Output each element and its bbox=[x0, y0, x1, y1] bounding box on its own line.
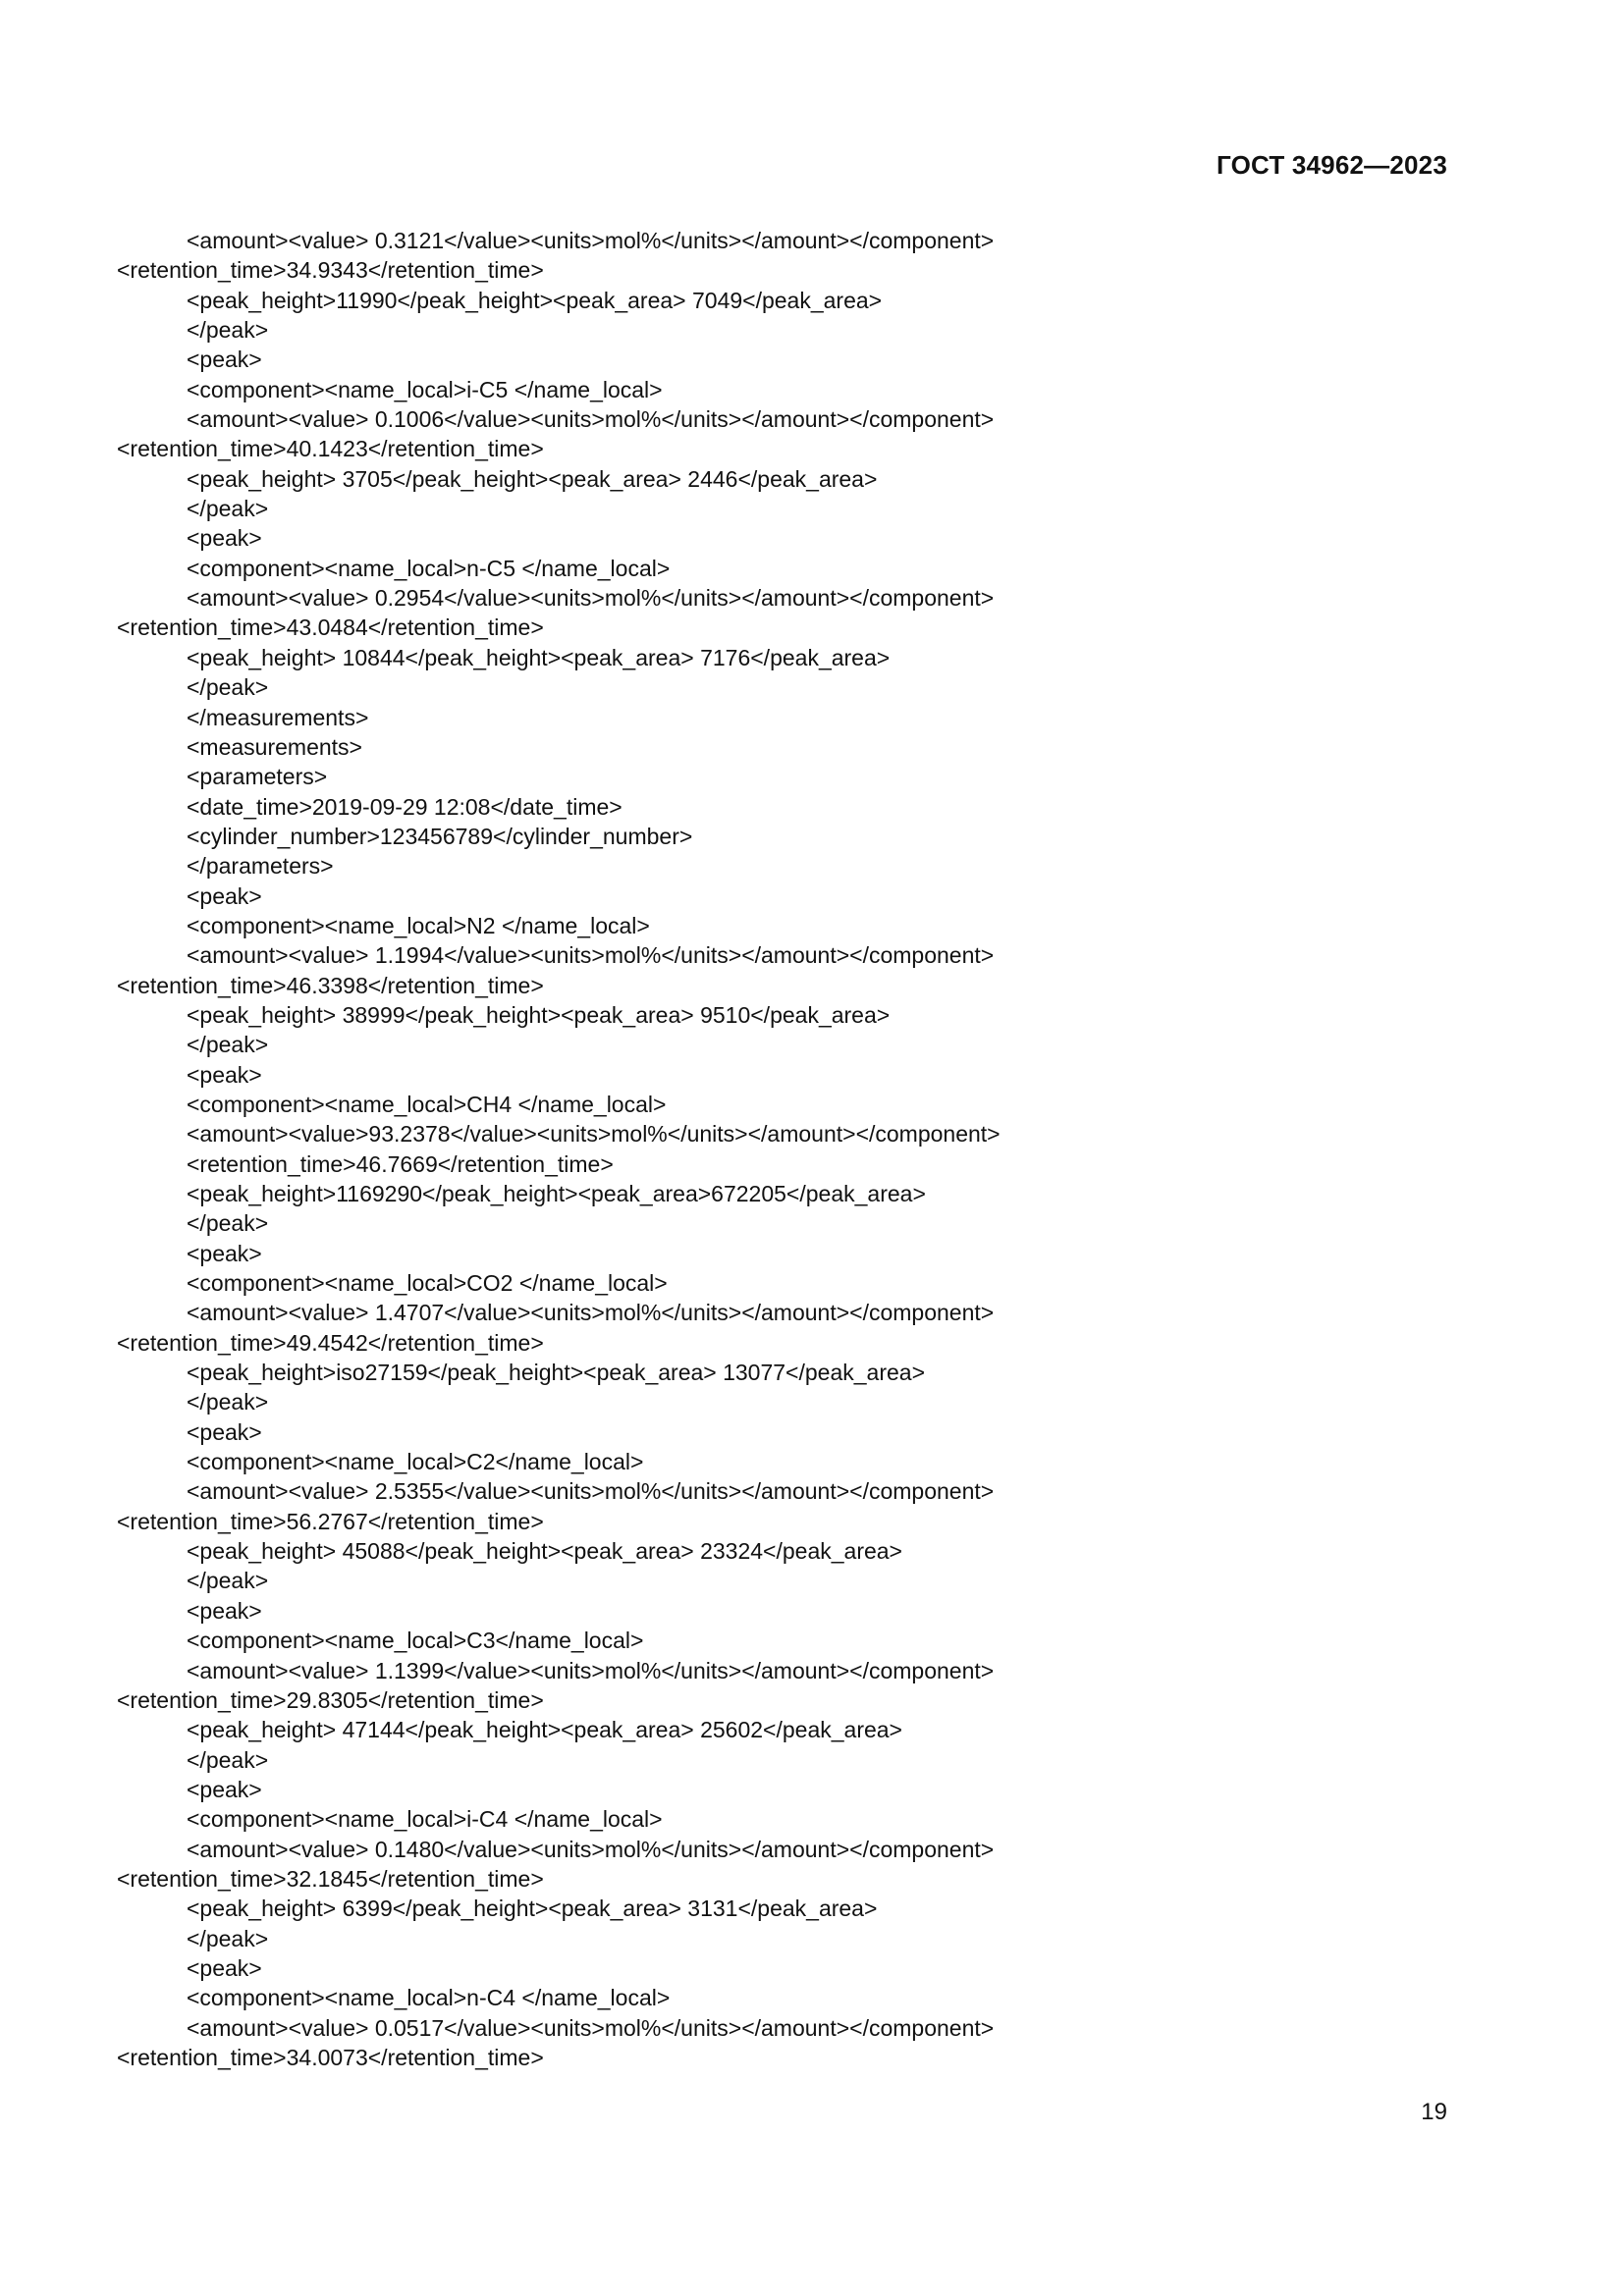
code-line: <peak> bbox=[187, 1597, 262, 1624]
code-line: </parameters> bbox=[187, 853, 334, 880]
code-line: <amount><value> 0.1480</value><units>mol%</units></amount></component> bbox=[187, 1836, 995, 1862]
code-line: <component><name_local>CH4 </name_local> bbox=[187, 1091, 667, 1117]
code-line: <amount><value> 1.1399</value><units>mol%</units></amount></component> bbox=[187, 1657, 995, 1683]
code-line: </peak> bbox=[187, 1389, 269, 1415]
code-line: <retention_time>56.2767</retention_time> bbox=[117, 1508, 544, 1534]
code-line: </peak> bbox=[187, 317, 269, 344]
code-line: <retention_time>32.1845</retention_time> bbox=[117, 1865, 544, 1892]
code-line: <component><name_local>i-C4 </name_local> bbox=[187, 1806, 663, 1833]
code-line: </peak> bbox=[187, 1925, 269, 1951]
code-line: <amount><value> 1.1994</value><units>mol%</units></amount></component> bbox=[187, 942, 995, 969]
code-line: <peak_height> 45088</peak_height><peak_area> 23324</peak_area> bbox=[187, 1538, 902, 1565]
code-line: <peak_height>1169290</peak_height><peak_area>672205</peak_area> bbox=[187, 1181, 926, 1206]
code-line: </measurements> bbox=[187, 704, 369, 730]
code-line: <measurements> bbox=[187, 733, 362, 760]
code-line: <retention_time>49.4542</retention_time> bbox=[117, 1329, 544, 1356]
code-line: </peak> bbox=[187, 1746, 269, 1773]
code-line: <peak> bbox=[187, 1240, 262, 1266]
code-line: <amount><value> 2.5355</value><units>mol%</units></amount></component> bbox=[187, 1478, 995, 1505]
code-line: <parameters> bbox=[187, 764, 328, 790]
code-line: <retention_time>46.3398</retention_time> bbox=[117, 972, 544, 998]
code-line: <peak> bbox=[187, 1061, 262, 1088]
code-line: <peak> bbox=[187, 1776, 262, 1802]
code-line: <amount><value> 0.1006</value><units>mol%</units></amount></component> bbox=[187, 406, 995, 433]
code-line: <retention_time>40.1423</retention_time> bbox=[117, 436, 544, 462]
code-line: <retention_time>34.9343</retention_time> bbox=[117, 257, 544, 284]
code-line: </peak> bbox=[187, 1032, 269, 1058]
code-line: <retention_time>34.0073</retention_time> bbox=[117, 2044, 544, 2070]
code-line: <amount><value> 1.4707</value><units>mol%</units></amount></component> bbox=[187, 1300, 995, 1326]
code-line: <amount><value> 0.3121</value><units>mol%</units></amount></component> bbox=[187, 228, 995, 253]
code-line: <retention_time>29.8305</retention_time> bbox=[117, 1686, 544, 1713]
code-line: <peak_height> 38999</peak_height><peak_area> 9510</peak_area> bbox=[187, 1001, 891, 1028]
code-line: <amount><value> 0.2954</value><units>mol%</units></amount></component> bbox=[187, 585, 995, 612]
code-line: <peak_height>iso27159</peak_height><peak_area> 13077</peak_area> bbox=[187, 1360, 926, 1386]
standard-code-header: ГОСТ 34962—2023 bbox=[1217, 150, 1447, 180]
code-line: </peak> bbox=[187, 1568, 269, 1594]
code-line: <peak> bbox=[187, 1418, 262, 1445]
code-line: <peak_height> 3705</peak_height><peak_area> 2446</peak_area> bbox=[187, 465, 878, 492]
code-line: <peak_height> 6399</peak_height><peak_area> 3131</peak_area> bbox=[187, 1896, 878, 1922]
code-line: <amount><value>93.2378</value><units>mol%</units></amount></component> bbox=[187, 1121, 1001, 1148]
code-line: </peak> bbox=[187, 674, 269, 701]
code-line: <peak> bbox=[187, 347, 262, 373]
code-line: </peak> bbox=[187, 496, 269, 522]
code-line: <component><name_local>n-C5 </name_local> bbox=[187, 555, 671, 581]
code-line: <peak_height> 10844</peak_height><peak_area> 7176</peak_area> bbox=[187, 644, 891, 670]
xml-code-listing bbox=[0, 226, 1624, 2072]
code-line: <component><name_local>C2</name_local> bbox=[187, 1449, 644, 1475]
code-line: <component><name_local>i-C5 </name_local> bbox=[187, 376, 663, 402]
code-line: <retention_time>43.0484</retention_time> bbox=[117, 614, 544, 641]
page-number: 19 bbox=[1421, 2099, 1447, 2125]
code-line: <component><name_local>CO2 </name_local> bbox=[187, 1270, 668, 1297]
code-line: <peak_height> 47144</peak_height><peak_area> 25602</peak_area> bbox=[187, 1717, 902, 1743]
code-line: <retention_time>46.7669</retention_time> bbox=[187, 1150, 614, 1177]
code-line: <peak> bbox=[187, 1954, 262, 1981]
code-line: <component><name_local>C3</name_local> bbox=[187, 1628, 644, 1654]
code-line: <date_time>2019-09-29 12:08</date_time> bbox=[187, 793, 623, 820]
code-line: <component><name_local>N2 </name_local> bbox=[187, 912, 650, 938]
code-line: <amount><value> 0.0517</value><units>mol%</units></amount></component> bbox=[187, 2014, 995, 2041]
code-line: <peak> bbox=[187, 882, 262, 909]
code-line: <peak> bbox=[187, 525, 262, 552]
code-line: <component><name_local>n-C4 </name_local> bbox=[187, 1985, 671, 2011]
code-line: <peak_height>11990</peak_height><peak_area> 7049</peak_area> bbox=[187, 287, 883, 313]
code-line: <cylinder_number>123456789</cylinder_number> bbox=[187, 823, 693, 849]
code-line: </peak> bbox=[187, 1210, 269, 1237]
